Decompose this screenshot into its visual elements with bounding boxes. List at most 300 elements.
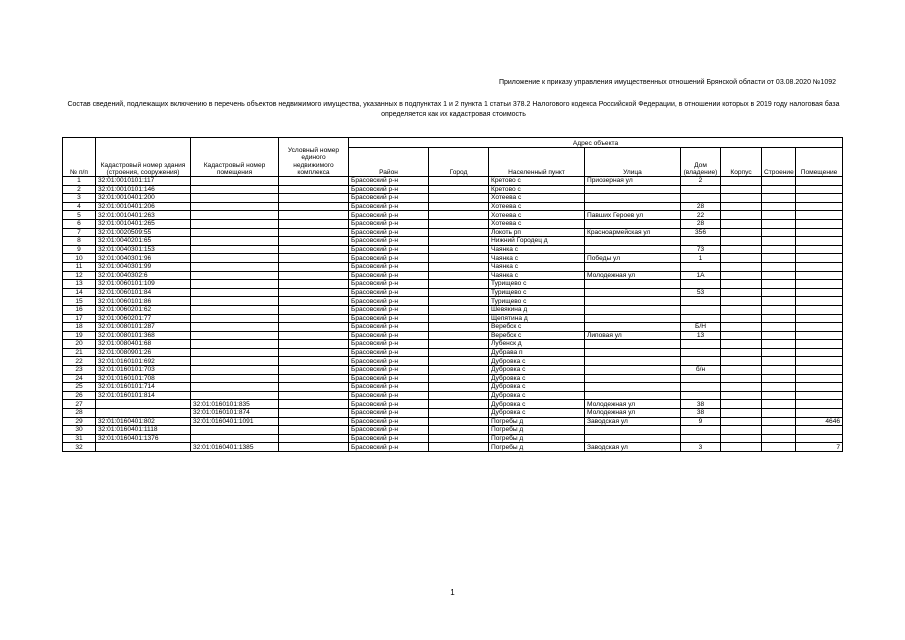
cell-house — [681, 185, 721, 194]
cell-stroenie — [762, 366, 796, 375]
cell-city — [429, 426, 489, 435]
cell-district: Брасовский р-н — [349, 400, 429, 409]
table-row — [63, 288, 843, 297]
cell-building-cadastral: 32:01:0160101:814 — [96, 391, 191, 400]
cell-korpus — [721, 305, 762, 314]
cell-city — [429, 211, 489, 220]
cell-street — [585, 262, 681, 271]
cell-house — [681, 383, 721, 392]
cell-num: 21 — [63, 348, 96, 357]
cell-premise-cadastral — [191, 228, 279, 237]
table-row — [63, 237, 843, 246]
cell-city — [429, 348, 489, 357]
cell-district: Брасовский р-н — [349, 219, 429, 228]
cell-pomeshchenie — [796, 366, 843, 375]
col-header-house: Дом (владение) — [681, 148, 721, 177]
cell-premise-cadastral — [191, 237, 279, 246]
cell-building-cadastral: 32:01:0010101:146 — [96, 185, 191, 194]
cell-premise-cadastral — [191, 323, 279, 332]
cell-city — [429, 297, 489, 306]
cell-complex — [279, 400, 349, 409]
cell-city — [429, 194, 489, 203]
cell-complex — [279, 391, 349, 400]
cell-building-cadastral: 32:01:0060101:109 — [96, 280, 191, 289]
cell-complex — [279, 288, 349, 297]
cell-street — [585, 323, 681, 332]
cell-num: 1 — [63, 177, 96, 186]
cell-korpus — [721, 202, 762, 211]
cell-stroenie — [762, 271, 796, 280]
cell-building-cadastral: 32:01:0060101:86 — [96, 297, 191, 306]
cell-settlement: Турищево с — [489, 297, 585, 306]
cell-num: 13 — [63, 280, 96, 289]
cell-house: 3 — [681, 443, 721, 452]
table-row — [63, 280, 843, 289]
cell-stroenie — [762, 305, 796, 314]
cell-stroenie — [762, 434, 796, 443]
cell-num: 11 — [63, 262, 96, 271]
cell-pomeshchenie — [796, 323, 843, 332]
cell-building-cadastral: 32:01:0160401:1376 — [96, 434, 191, 443]
cell-street: Красноармейская ул — [585, 228, 681, 237]
cell-street — [585, 434, 681, 443]
cell-street — [585, 305, 681, 314]
document-heading: Состав сведений, подлежащих включению в перечень объектов недвижимого имущества, указанных в подпунктах 1 и 2 пункта 1 статьи 378.2 Налогового кодекса Российской Федерации, в отношении которых в 2019 году налоговая база определяется как их кадастровая стоимость — [67, 101, 840, 118]
cell-city — [429, 357, 489, 366]
cell-house: 2 — [681, 177, 721, 186]
col-header-pomeshchenie: Помещение — [796, 148, 843, 177]
cell-district: Брасовский р-н — [349, 434, 429, 443]
cell-district: Брасовский р-н — [349, 177, 429, 186]
cell-pomeshchenie — [796, 434, 843, 443]
col-header-korpus: Корпус — [721, 148, 762, 177]
table-row — [63, 271, 843, 280]
cell-stroenie — [762, 288, 796, 297]
cell-num: 14 — [63, 288, 96, 297]
cell-korpus — [721, 391, 762, 400]
cell-district: Брасовский р-н — [349, 443, 429, 452]
cell-premise-cadastral — [191, 185, 279, 194]
cell-building-cadastral — [96, 443, 191, 452]
table-row — [63, 357, 843, 366]
cell-building-cadastral: 32:01:0160101:714 — [96, 383, 191, 392]
cell-stroenie — [762, 219, 796, 228]
cell-street — [585, 194, 681, 203]
cell-korpus — [721, 331, 762, 340]
cell-premise-cadastral — [191, 383, 279, 392]
cell-pomeshchenie — [796, 331, 843, 340]
table-row — [63, 194, 843, 203]
cell-house: 22 — [681, 211, 721, 220]
cell-stroenie — [762, 254, 796, 263]
cell-korpus — [721, 443, 762, 452]
cell-korpus — [721, 323, 762, 332]
cell-house — [681, 426, 721, 435]
cell-korpus — [721, 426, 762, 435]
cell-stroenie — [762, 400, 796, 409]
cell-city — [429, 305, 489, 314]
cell-settlement: Веребск с — [489, 323, 585, 332]
cell-street — [585, 366, 681, 375]
cell-district: Брасовский р-н — [349, 237, 429, 246]
cell-complex — [279, 262, 349, 271]
cell-settlement: Чаянка с — [489, 262, 585, 271]
cell-street: Заводская ул — [585, 443, 681, 452]
cell-city — [429, 177, 489, 186]
cell-settlement: Турищево с — [489, 280, 585, 289]
cell-city — [429, 323, 489, 332]
cell-premise-cadastral — [191, 271, 279, 280]
cell-korpus — [721, 194, 762, 203]
cell-premise-cadastral — [191, 357, 279, 366]
cell-korpus — [721, 340, 762, 349]
cell-city — [429, 443, 489, 452]
cell-korpus — [721, 211, 762, 220]
cell-pomeshchenie — [796, 357, 843, 366]
cell-building-cadastral: 32:01:0060201:77 — [96, 314, 191, 323]
cell-street: Липовая ул — [585, 331, 681, 340]
cell-street — [585, 297, 681, 306]
cell-building-cadastral: 32:01:0080901:26 — [96, 348, 191, 357]
cell-pomeshchenie: 4646 — [796, 417, 843, 426]
cell-complex — [279, 177, 349, 186]
cell-num: 28 — [63, 409, 96, 418]
cell-house — [681, 391, 721, 400]
property-register-table — [62, 137, 843, 452]
cell-num: 12 — [63, 271, 96, 280]
cell-city — [429, 331, 489, 340]
cell-building-cadastral: 32:01:0010401:206 — [96, 202, 191, 211]
cell-korpus — [721, 348, 762, 357]
cell-building-cadastral: 32:01:0160401:802 — [96, 417, 191, 426]
table-row — [63, 323, 843, 332]
cell-building-cadastral: 32:01:0160101:708 — [96, 374, 191, 383]
cell-district: Брасовский р-н — [349, 314, 429, 323]
cell-pomeshchenie — [796, 400, 843, 409]
cell-korpus — [721, 254, 762, 263]
cell-building-cadastral: 32:01:0040301:96 — [96, 254, 191, 263]
cell-house: 28 — [681, 219, 721, 228]
cell-house — [681, 348, 721, 357]
table-row — [63, 426, 843, 435]
cell-premise-cadastral — [191, 366, 279, 375]
cell-num: 7 — [63, 228, 96, 237]
cell-korpus — [721, 366, 762, 375]
cell-premise-cadastral — [191, 202, 279, 211]
cell-pomeshchenie — [796, 409, 843, 418]
cell-pomeshchenie — [796, 262, 843, 271]
cell-complex — [279, 185, 349, 194]
cell-district: Брасовский р-н — [349, 340, 429, 349]
cell-city — [429, 280, 489, 289]
cell-num: 5 — [63, 211, 96, 220]
cell-settlement: Лубенск д — [489, 340, 585, 349]
cell-district: Брасовский р-н — [349, 202, 429, 211]
cell-premise-cadastral — [191, 314, 279, 323]
cell-num: 15 — [63, 297, 96, 306]
cell-district: Брасовский р-н — [349, 348, 429, 357]
cell-city — [429, 245, 489, 254]
cell-settlement: Нижний Городец д — [489, 237, 585, 246]
table-row — [63, 262, 843, 271]
cell-premise-cadastral — [191, 245, 279, 254]
cell-pomeshchenie — [796, 211, 843, 220]
table-row — [63, 340, 843, 349]
table-row — [63, 331, 843, 340]
cell-pomeshchenie — [796, 185, 843, 194]
cell-korpus — [721, 357, 762, 366]
cell-stroenie — [762, 228, 796, 237]
cell-street — [585, 340, 681, 349]
cell-settlement: Веребск с — [489, 331, 585, 340]
cell-num: 10 — [63, 254, 96, 263]
cell-premise-cadastral: 32:01:0160401:1385 — [191, 443, 279, 452]
cell-house: 38 — [681, 409, 721, 418]
cell-korpus — [721, 280, 762, 289]
cell-building-cadastral: 32:01:0080101:368 — [96, 331, 191, 340]
cell-building-cadastral: 32:01:0010401:200 — [96, 194, 191, 203]
cell-premise-cadastral — [191, 254, 279, 263]
cell-city — [429, 400, 489, 409]
cell-street — [585, 245, 681, 254]
cell-street — [585, 288, 681, 297]
table-row — [63, 348, 843, 357]
cell-district: Брасовский р-н — [349, 374, 429, 383]
col-header-stroenie: Строение — [762, 148, 796, 177]
cell-pomeshchenie — [796, 280, 843, 289]
cell-complex — [279, 331, 349, 340]
table-row — [63, 202, 843, 211]
cell-house: 38 — [681, 400, 721, 409]
cell-stroenie — [762, 202, 796, 211]
cell-building-cadastral — [96, 400, 191, 409]
cell-premise-cadastral — [191, 305, 279, 314]
cell-pomeshchenie — [796, 177, 843, 186]
cell-city — [429, 202, 489, 211]
cell-num: 9 — [63, 245, 96, 254]
cell-building-cadastral: 32:01:0080401:68 — [96, 340, 191, 349]
cell-city — [429, 271, 489, 280]
cell-house — [681, 280, 721, 289]
cell-street — [585, 348, 681, 357]
cell-city — [429, 219, 489, 228]
cell-district: Брасовский р-н — [349, 357, 429, 366]
cell-premise-cadastral: 32:01:0160101:835 — [191, 400, 279, 409]
cell-pomeshchenie — [796, 288, 843, 297]
cell-pomeshchenie — [796, 348, 843, 357]
cell-num: 17 — [63, 314, 96, 323]
cell-district: Брасовский р-н — [349, 426, 429, 435]
cell-premise-cadastral: 32:01:0160101:874 — [191, 409, 279, 418]
cell-building-cadastral: 32:01:0040302:6 — [96, 271, 191, 280]
cell-building-cadastral — [96, 409, 191, 418]
cell-premise-cadastral — [191, 374, 279, 383]
cell-premise-cadastral — [191, 391, 279, 400]
table-row — [63, 297, 843, 306]
cell-district: Брасовский р-н — [349, 409, 429, 418]
cell-settlement: Чаянка с — [489, 271, 585, 280]
col-header-address-group: Адрес объекта — [349, 138, 843, 148]
cell-num: 8 — [63, 237, 96, 246]
cell-korpus — [721, 262, 762, 271]
cell-building-cadastral: 32:01:0040301:153 — [96, 245, 191, 254]
col-header-complex: Условный номер единого недвижимого комплекса — [279, 138, 349, 177]
cell-pomeshchenie — [796, 254, 843, 263]
cell-street — [585, 202, 681, 211]
cell-num: 20 — [63, 340, 96, 349]
cell-complex — [279, 228, 349, 237]
cell-num: 32 — [63, 443, 96, 452]
cell-district: Брасовский р-н — [349, 245, 429, 254]
cell-settlement: Хотеева с — [489, 211, 585, 220]
cell-korpus — [721, 245, 762, 254]
cell-korpus — [721, 271, 762, 280]
cell-street: Заводская ул — [585, 417, 681, 426]
cell-street — [585, 237, 681, 246]
cell-district: Брасовский р-н — [349, 417, 429, 426]
cell-pomeshchenie — [796, 374, 843, 383]
cell-premise-cadastral — [191, 297, 279, 306]
cell-city — [429, 366, 489, 375]
cell-city — [429, 254, 489, 263]
cell-building-cadastral: 32:01:0160101:692 — [96, 357, 191, 366]
table-row — [63, 228, 843, 237]
cell-district: Брасовский р-н — [349, 323, 429, 332]
cell-settlement: Погребы д — [489, 426, 585, 435]
cell-korpus — [721, 297, 762, 306]
col-header-premise: Кадастровый номер помещения — [191, 138, 279, 177]
cell-settlement: Чаянка с — [489, 254, 585, 263]
cell-num: 27 — [63, 400, 96, 409]
cell-complex — [279, 219, 349, 228]
cell-complex — [279, 254, 349, 263]
cell-premise-cadastral — [191, 340, 279, 349]
cell-district: Брасовский р-н — [349, 331, 429, 340]
cell-num: 2 — [63, 185, 96, 194]
cell-building-cadastral: 32:01:0040301:99 — [96, 262, 191, 271]
table-row — [63, 254, 843, 263]
cell-stroenie — [762, 185, 796, 194]
cell-house — [681, 297, 721, 306]
table-row — [63, 245, 843, 254]
cell-premise-cadastral — [191, 211, 279, 220]
cell-district: Брасовский р-н — [349, 194, 429, 203]
cell-building-cadastral: 32:01:0040201:65 — [96, 237, 191, 246]
cell-district: Брасовский р-н — [349, 383, 429, 392]
cell-pomeshchenie — [796, 245, 843, 254]
cell-city — [429, 288, 489, 297]
cell-num: 31 — [63, 434, 96, 443]
cell-settlement: Дубровка с — [489, 366, 585, 375]
cell-num: 29 — [63, 417, 96, 426]
cell-korpus — [721, 228, 762, 237]
cell-complex — [279, 357, 349, 366]
cell-district: Брасовский р-н — [349, 366, 429, 375]
cell-settlement: Дубровка с — [489, 374, 585, 383]
cell-street: Молодежная ул — [585, 409, 681, 418]
cell-premise-cadastral: 32:01:0160401:1091 — [191, 417, 279, 426]
cell-city — [429, 228, 489, 237]
cell-stroenie — [762, 374, 796, 383]
cell-complex — [279, 340, 349, 349]
cell-street: Павших Героев ул — [585, 211, 681, 220]
cell-complex — [279, 348, 349, 357]
cell-korpus — [721, 409, 762, 418]
cell-district: Брасовский р-н — [349, 271, 429, 280]
cell-premise-cadastral — [191, 280, 279, 289]
cell-street — [585, 357, 681, 366]
cell-district: Брасовский р-н — [349, 288, 429, 297]
cell-korpus — [721, 434, 762, 443]
table-row — [63, 400, 843, 409]
cell-stroenie — [762, 383, 796, 392]
cell-street — [585, 426, 681, 435]
cell-pomeshchenie — [796, 426, 843, 435]
cell-num: 22 — [63, 357, 96, 366]
cell-settlement: Чаянка с — [489, 245, 585, 254]
cell-house: Б/Н — [681, 323, 721, 332]
cell-settlement: Дубровка с — [489, 400, 585, 409]
cell-house — [681, 194, 721, 203]
cell-pomeshchenie — [796, 202, 843, 211]
cell-stroenie — [762, 340, 796, 349]
cell-settlement: Дубровка с — [489, 383, 585, 392]
cell-premise-cadastral — [191, 288, 279, 297]
cell-korpus — [721, 383, 762, 392]
cell-num: 16 — [63, 305, 96, 314]
cell-street — [585, 219, 681, 228]
table-row — [63, 443, 843, 452]
cell-korpus — [721, 417, 762, 426]
table-body — [63, 177, 843, 452]
cell-house: 1А — [681, 271, 721, 280]
cell-complex — [279, 383, 349, 392]
cell-building-cadastral: 32:01:0080101:287 — [96, 323, 191, 332]
table-row — [63, 409, 843, 418]
cell-premise-cadastral — [191, 331, 279, 340]
table-row — [63, 383, 843, 392]
cell-house: 13 — [681, 331, 721, 340]
cell-complex — [279, 366, 349, 375]
cell-complex — [279, 314, 349, 323]
table-row — [63, 211, 843, 220]
cell-house: 9 — [681, 417, 721, 426]
cell-district: Брасовский р-н — [349, 262, 429, 271]
cell-city — [429, 262, 489, 271]
cell-settlement: Хотеева с — [489, 219, 585, 228]
cell-building-cadastral: 32:01:0010401:265 — [96, 219, 191, 228]
cell-premise-cadastral — [191, 177, 279, 186]
cell-district: Брасовский р-н — [349, 228, 429, 237]
cell-complex — [279, 202, 349, 211]
cell-district: Брасовский р-н — [349, 297, 429, 306]
cell-street — [585, 185, 681, 194]
cell-city — [429, 185, 489, 194]
cell-city — [429, 374, 489, 383]
cell-korpus — [721, 314, 762, 323]
col-header-street: Улица — [585, 148, 681, 177]
cell-num: 30 — [63, 426, 96, 435]
cell-pomeshchenie — [796, 383, 843, 392]
cell-complex — [279, 443, 349, 452]
col-header-building: Кадастровый номер здания (строения, сооружения) — [96, 138, 191, 177]
cell-pomeshchenie — [796, 194, 843, 203]
cell-pomeshchenie — [796, 228, 843, 237]
cell-city — [429, 237, 489, 246]
cell-premise-cadastral — [191, 194, 279, 203]
cell-house: 53 — [681, 288, 721, 297]
cell-complex — [279, 280, 349, 289]
